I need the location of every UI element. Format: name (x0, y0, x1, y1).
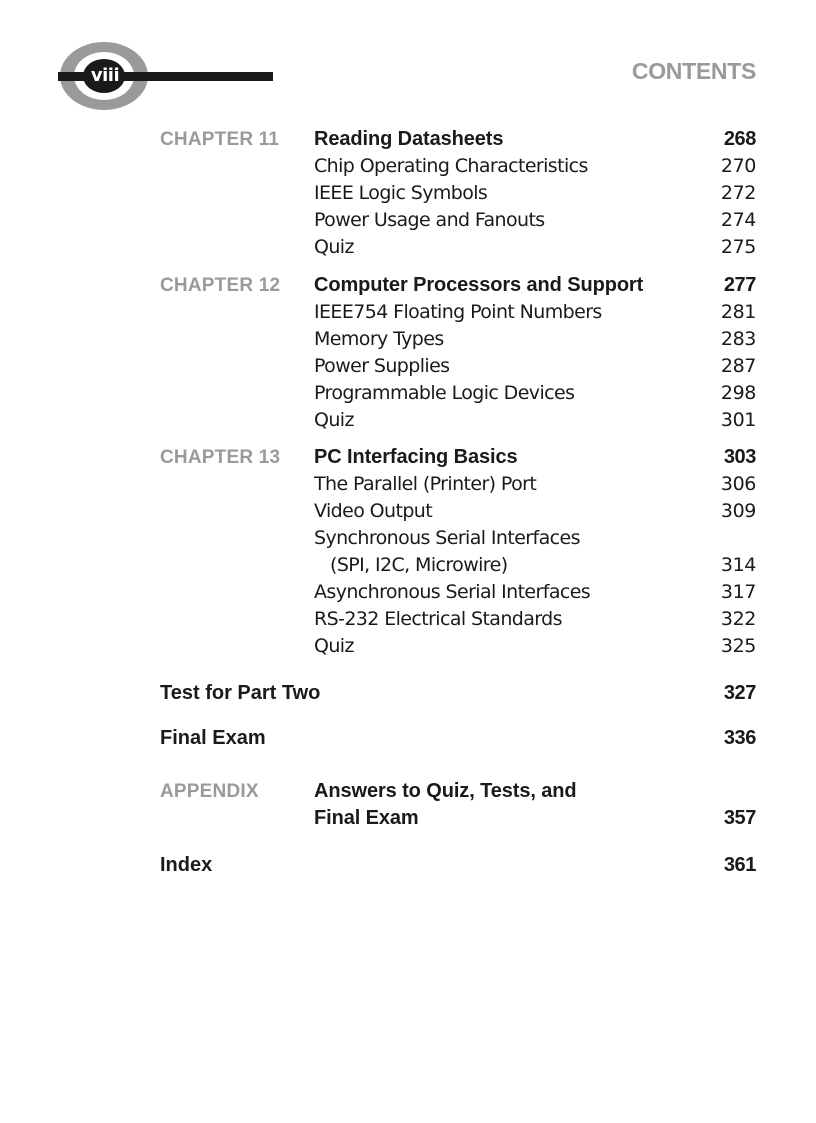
entry-page: 336 (723, 727, 756, 749)
chapter-title: PC Interfacing Basics (314, 446, 518, 468)
page-number-badge (58, 38, 273, 118)
section-title: Synchronous Serial Interfaces (314, 527, 580, 549)
section-title: IEEE Logic Symbols (314, 182, 488, 204)
toc-test-part-two[interactable] (0, 680, 816, 707)
running-head-title: CONTENTS (631, 58, 756, 84)
toc-final-exam[interactable] (0, 725, 816, 752)
entry-title: Test for Part Two (160, 682, 321, 704)
section-page: 275 (720, 236, 756, 258)
section-page: 287 (720, 355, 756, 377)
section-title: Programmable Logic Devices (314, 382, 575, 404)
chapter-title: Reading Datasheets (314, 128, 504, 150)
toc-section[interactable] (0, 234, 816, 261)
entry-page: 361 (723, 854, 756, 876)
section-title: Power Supplies (314, 355, 450, 377)
section-page: 281 (720, 301, 756, 323)
section-page: 270 (720, 155, 756, 177)
toc-section[interactable] (0, 498, 816, 525)
section-page: 274 (720, 209, 756, 231)
toc-section[interactable] (0, 633, 816, 660)
toc-section[interactable] (0, 326, 816, 353)
section-page: 272 (720, 182, 756, 204)
toc-section[interactable] (0, 299, 816, 326)
section-title: The Parallel (Printer) Port (314, 473, 537, 495)
toc-section[interactable] (0, 525, 816, 552)
section-page: 301 (720, 409, 756, 431)
section-page: 298 (720, 382, 756, 404)
toc-section-continuation[interactable] (0, 552, 816, 579)
page-number: viii (90, 65, 120, 86)
section-title: Quiz (314, 635, 354, 657)
toc-section[interactable] (0, 579, 816, 606)
section-title: Asynchronous Serial Interfaces (314, 581, 591, 603)
chapter-label: CHAPTER 11 (160, 129, 280, 150)
toc-section[interactable] (0, 471, 816, 498)
chapter-page: 277 (723, 274, 756, 296)
appendix-title-line1: Answers to Quiz, Tests, and (314, 780, 577, 802)
section-title: Chip Operating Characteristics (314, 155, 588, 177)
section-page: 317 (720, 581, 756, 603)
entry-page: 327 (723, 682, 756, 704)
appendix-label: APPENDIX (160, 781, 259, 802)
section-title: RS-232 Electrical Standards (314, 608, 562, 630)
chapter-label: CHAPTER 13 (160, 447, 281, 468)
toc-section[interactable] (0, 606, 816, 633)
appendix-title-line2: Final Exam (314, 807, 419, 829)
chapter-page: 268 (723, 128, 756, 150)
toc-chapter-11[interactable] (0, 126, 816, 153)
section-page: 314 (720, 554, 756, 576)
chapter-label: CHAPTER 12 (160, 275, 281, 296)
appendix-page: 357 (723, 807, 756, 829)
section-page: 283 (720, 328, 756, 350)
toc-appendix-continuation[interactable] (0, 805, 816, 832)
toc-section[interactable] (0, 207, 816, 234)
toc-index[interactable] (0, 852, 816, 879)
toc-chapter-12[interactable] (0, 272, 816, 299)
chapter-page: 303 (723, 446, 756, 468)
section-title: Memory Types (314, 328, 444, 350)
chapter-title: Computer Processors and Support (314, 274, 644, 296)
toc-section[interactable] (0, 180, 816, 207)
section-title: Quiz (314, 409, 354, 431)
toc-chapter-13[interactable] (0, 444, 816, 471)
entry-title: Final Exam (160, 727, 266, 749)
section-title: IEEE754 Floating Point Numbers (314, 301, 602, 323)
section-title: Power Usage and Fanouts (314, 209, 545, 231)
toc-section[interactable] (0, 407, 816, 434)
entry-title: Index (160, 854, 213, 876)
section-page: 322 (720, 608, 756, 630)
toc-section[interactable] (0, 353, 816, 380)
section-title: Video Output (314, 500, 433, 522)
section-title-continuation: (SPI, I2C, Microwire) (330, 554, 508, 576)
toc-section[interactable] (0, 380, 816, 407)
section-page: 325 (720, 635, 756, 657)
section-page: 306 (720, 473, 756, 495)
section-title: Quiz (314, 236, 354, 258)
section-page: 309 (720, 500, 756, 522)
toc-section[interactable] (0, 153, 816, 180)
toc-appendix[interactable] (0, 778, 816, 805)
